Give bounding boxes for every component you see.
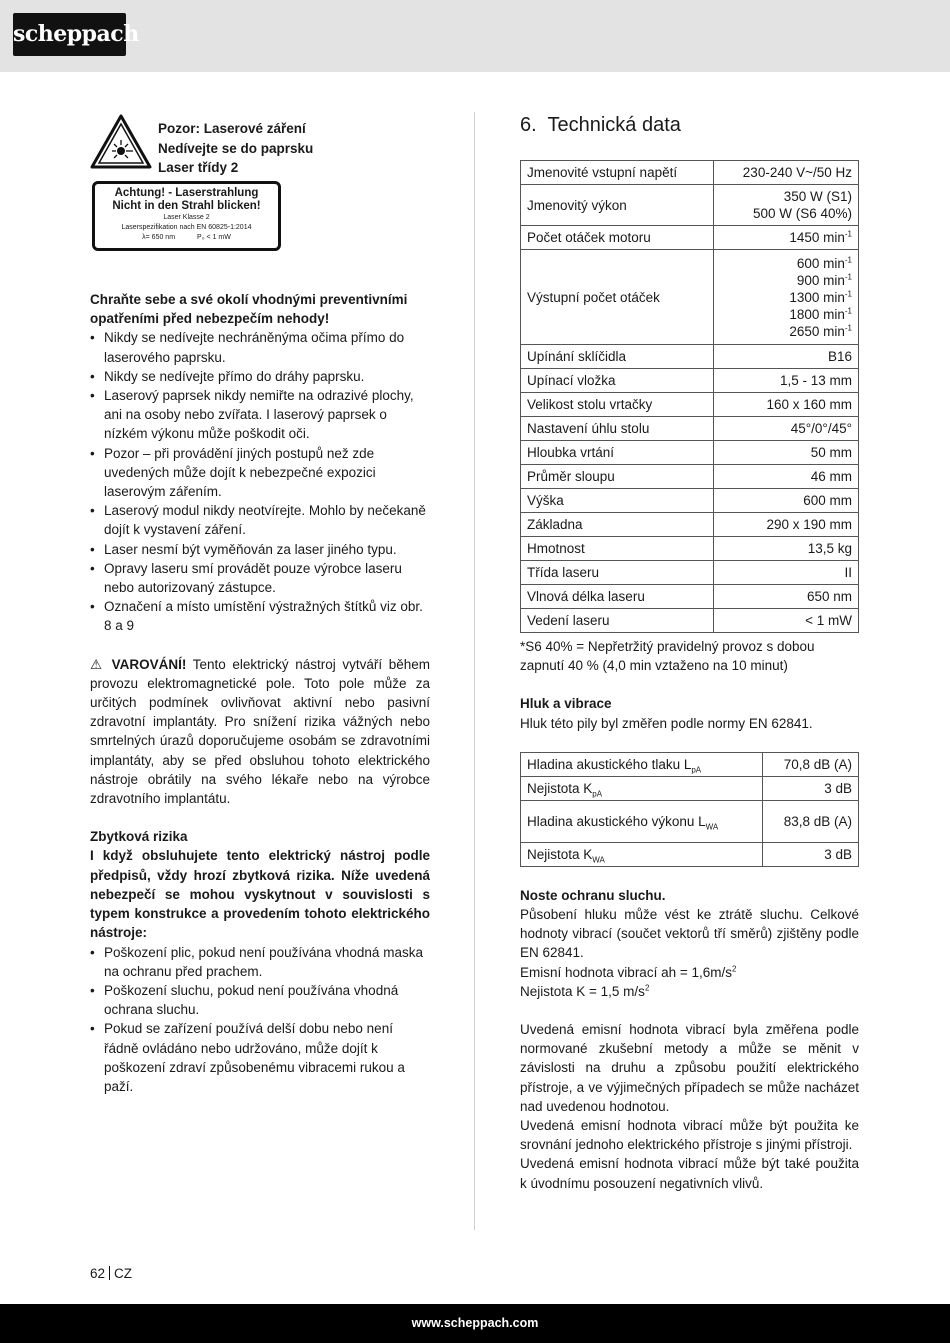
spec-value: 650 nm [714, 585, 859, 609]
noise-label [521, 842, 763, 866]
residual-heading: Zbytková rizika [90, 829, 188, 845]
vibration-unit-sup: 2 [732, 964, 737, 974]
spec-value: II [714, 561, 859, 585]
noise-label-subscript: pA [592, 789, 603, 799]
measured-text: Uvedená emisní hodnota vibrací byla změřena podle normované zkušební metody a může se měnit v závislosti na druhu a způsobu použití elektrického přístroje, a ve výjimečných případech se může nacházet nad uvedenou hodnotou. [520, 1022, 859, 1114]
spec-value: 600 $\min^{-1}$ 900 $\min^{-1}$ 1300 $\min^{-1}$ 1800 $\min^{-1}$ 2650 $\min^{-1}$ [714, 250, 859, 345]
footer-separator [109, 1266, 110, 1280]
spec-value: 50 mm [714, 441, 859, 465]
page-footer [90, 1266, 132, 1281]
spec-label: Třída laseru [521, 561, 714, 585]
noise-value: 3 dB [762, 776, 858, 800]
noise-label [521, 776, 763, 800]
spec-label: Průměr sloupu [521, 465, 714, 489]
noise-label-subscript: WA [705, 822, 719, 832]
page-number: 62 [90, 1266, 106, 1281]
laser-warning-line3: Laser třídy 2 [158, 160, 239, 176]
list-item: • Opravy laseru smí provádět pouze výrobce laseru nebo autorizovaný zástupce. [90, 559, 430, 597]
noise-label-text: Nejistota K [527, 846, 593, 862]
noise-table [520, 752, 859, 867]
table-row [521, 561, 859, 585]
spec-value: 230-240 V~/50 Hz [714, 161, 859, 185]
spec-label: Jmenovitý výkon [521, 185, 714, 226]
table-row [521, 537, 859, 561]
section-number: 6. [520, 114, 537, 136]
hearing-text: Působení hluku může vést ke ztrátě sluchu. Celkové hodnoty vibrací (součet vektorů tří směrů) zjištěny podle EN 62841. [520, 907, 859, 961]
section-title: Technická data [547, 114, 681, 136]
laser-class-label [92, 181, 281, 251]
label-specs [95, 233, 278, 242]
label-line1: Achtung! - Laserstrahlung [114, 187, 259, 199]
list-item: • Poškození sluchu, pokud není používána vhodná ochrana sluchu. [90, 981, 430, 1019]
spec-value: 46 mm [714, 465, 859, 489]
warning-text: Tento elektrický nástroj vytváří během provozu elektromagnetické pole. Toto pole může za určitých podmínek ovlivňovat aktivní nebo pasivní zdravotní implantáty. Pro snížení rizika vážných nebo smrtelných úrazů doporučujeme osobám se zdravotními implantáty, aby se před obsluhou tohoto elektrického nástroje obrátily na svého lékaře nebo na výrobce zdravotního implantátu. [90, 656, 430, 807]
noise-value: 83,8 dB (A) [762, 800, 858, 842]
laser-warning-line1: Pozor: Laserové záření [158, 121, 306, 136]
label-line4: Laserspezifikation nach EN 60825-1:2014 [121, 224, 252, 231]
table-row [521, 369, 859, 393]
spec-value: 1450 $\min^{-1}$ [714, 226, 859, 250]
table-row [521, 465, 859, 489]
noise-label-text: Hladina akustického tlaku L [527, 756, 692, 772]
vibration-value [520, 963, 859, 982]
residual-list [90, 943, 430, 1097]
emf-warning [90, 655, 430, 809]
spec-value: 290 x 190 mm [714, 513, 859, 537]
table-row [521, 345, 859, 369]
label-line3: Laser Klasse 2 [163, 214, 210, 221]
noise-label-subscript: WA [592, 855, 605, 865]
list-item: • Pokud se zařízení používá delší dobu nebo není řádně ovládáno nebo udržováno, může dojít k poškození zdraví způsobenému vibracemi rukou a paží. [90, 1019, 430, 1096]
s6-note: *S6 40% = Nepřetržitý pravidelný provoz s dobou zapnutí 40 % (4,0 min vztaženo na 10 minut) [520, 639, 815, 674]
noise-label-text: Hladina akustického výkonu L [527, 813, 706, 829]
vibration-uncertainty-text: Nejistota K = 1,5 m/s [520, 983, 645, 999]
table-row [521, 441, 859, 465]
table-row [521, 226, 859, 250]
table-row [521, 842, 859, 866]
list-item: • Laserový paprsek nikdy nemiřte na odrazivé plochy, ani na osoby nebo zvířata. I laserový paprsek o nízkém výkonu může poškodit oči. [90, 386, 430, 444]
protect-list [90, 328, 430, 635]
column-divider [474, 112, 475, 1230]
list-item: • Nikdy se nedívejte nechráněnýma očima přímo do laserového paprsku. [90, 328, 430, 366]
spec-table [520, 160, 859, 633]
list-item: • Laserový modul nikdy neotvírejte. Mohlo by nečekaně dojít k vystavení záření. [90, 501, 430, 539]
noise-label-subscript: pA [691, 765, 702, 775]
table-row [521, 609, 859, 633]
spec-label: Hmotnost [521, 537, 714, 561]
table-row [521, 250, 859, 345]
spec-label: Vlnová délka laseru [521, 585, 714, 609]
table-row [521, 513, 859, 537]
spec-label: Hloubka vrtání [521, 441, 714, 465]
spec-label: Počet otáček motoru [521, 226, 714, 250]
footer-bar [0, 1304, 950, 1343]
protect-heading: Chraňte sebe a své okolí vhodnými preventivními opatřeními před nebezpečím nehody! [90, 292, 408, 327]
table-row [521, 585, 859, 609]
spec-value: 350 W (S1) 500 W (S6 40%) [714, 185, 859, 226]
noise-value: 3 dB [762, 842, 858, 866]
spec-label: Základna [521, 513, 714, 537]
noise-label [521, 800, 763, 842]
list-item: • Poškození plic, pokud není používána vhodná maska na ochranu před prachem. [90, 943, 430, 981]
warning-icon: ⚠ [90, 656, 105, 672]
spec-label: Upínací vložka [521, 369, 714, 393]
spec-value: 45°/0°/45° [714, 417, 859, 441]
scheppach-logo: scheppach [13, 13, 126, 56]
label-power: P₀ < 1 mW [197, 234, 231, 241]
noise-label-text: Nejistota K [527, 780, 593, 796]
table-row [521, 776, 859, 800]
spec-value: 13,5 kg [714, 537, 859, 561]
spec-value: 160 x 160 mm [714, 393, 859, 417]
spec-label: Jmenovité vstupní napětí [521, 161, 714, 185]
spec-label: Upínání sklíčidla [521, 345, 714, 369]
table-row [521, 185, 859, 226]
table-row [521, 417, 859, 441]
table-row [521, 752, 859, 776]
table-row [521, 489, 859, 513]
list-item: • Označení a místo umístění výstražných štítků viz obr. 8 a 9 [90, 597, 430, 635]
list-item: • Nikdy se nedívejte přímo do dráhy paprsku. [90, 367, 430, 386]
table-row [521, 800, 859, 842]
label-line2: Nicht in den Strahl blicken! [112, 200, 261, 212]
spec-label: Vedení laseru [521, 609, 714, 633]
laser-warning-title [158, 119, 313, 178]
noise-text: Hluk této pily byl změřen podle normy EN 62841. [520, 715, 813, 731]
label-wavelength: λ= 650 nm [142, 234, 176, 241]
noise-heading: Hluk a vibrace [520, 696, 612, 712]
warning-label: VAROVÁNÍ! [111, 656, 187, 672]
list-item: • Pozor – při provádění jiných postupů než zde uvedených může dojít k nebezpečné expozici laserovým zářením. [90, 444, 430, 502]
residual-intro: I když obsluhujete tento elektrický nástroj podle předpisů, vždy hrozí zbytková rizika. Níže uvedená nebezpečí se mohou vyskytnout v souvislosti s typem konstrukce a provedením tohoto elektrického nástroje: [90, 848, 430, 941]
laser-hazard-icon [90, 114, 152, 170]
left-column [90, 110, 430, 1096]
spec-label: Velikost stolu vrtačky [521, 393, 714, 417]
page-language: CZ [114, 1266, 133, 1281]
compare-text: Uvedená emisní hodnota vibrací může být použita ke srovnání jednoho elektrického přístroje s jinými přístroji. [520, 1118, 859, 1153]
table-row [521, 161, 859, 185]
noise-label [521, 752, 763, 776]
spec-value: 1,5 - 13 mm [714, 369, 859, 393]
spec-label: Výška [521, 489, 714, 513]
laser-warning-block [90, 110, 430, 260]
vibration-uncertainty [520, 982, 859, 1001]
section-heading [520, 116, 859, 160]
table-row [521, 393, 859, 417]
vibration-value-text: Emisní hodnota vibrací ah = 1,6m/s [520, 964, 732, 980]
spec-label: Nastavení úhlu stolu [521, 417, 714, 441]
website-link[interactable]: www.scheppach.com [411, 1316, 539, 1330]
assess-text: Uvedená emisní hodnota vibrací může být také použita k úvodnímu posouzení negativních vlivů. [520, 1156, 859, 1191]
list-item: • Laser nesmí být vyměňován za laser jiného typu. [90, 540, 430, 559]
vibration-uncertainty-sup: 2 [644, 983, 650, 993]
hearing-heading: Noste ochranu sluchu. [520, 887, 666, 903]
header-bar [0, 0, 950, 72]
noise-value: 70,8 dB (A) [762, 752, 858, 776]
spec-value: B16 [714, 345, 859, 369]
spec-value: 600 mm [714, 489, 859, 513]
spec-label: Výstupní počet otáček [521, 250, 714, 345]
right-column [520, 110, 859, 1193]
spec-value: < 1 mW [714, 609, 859, 633]
laser-warning-line2: Nedívejte se do paprsku [158, 140, 314, 156]
